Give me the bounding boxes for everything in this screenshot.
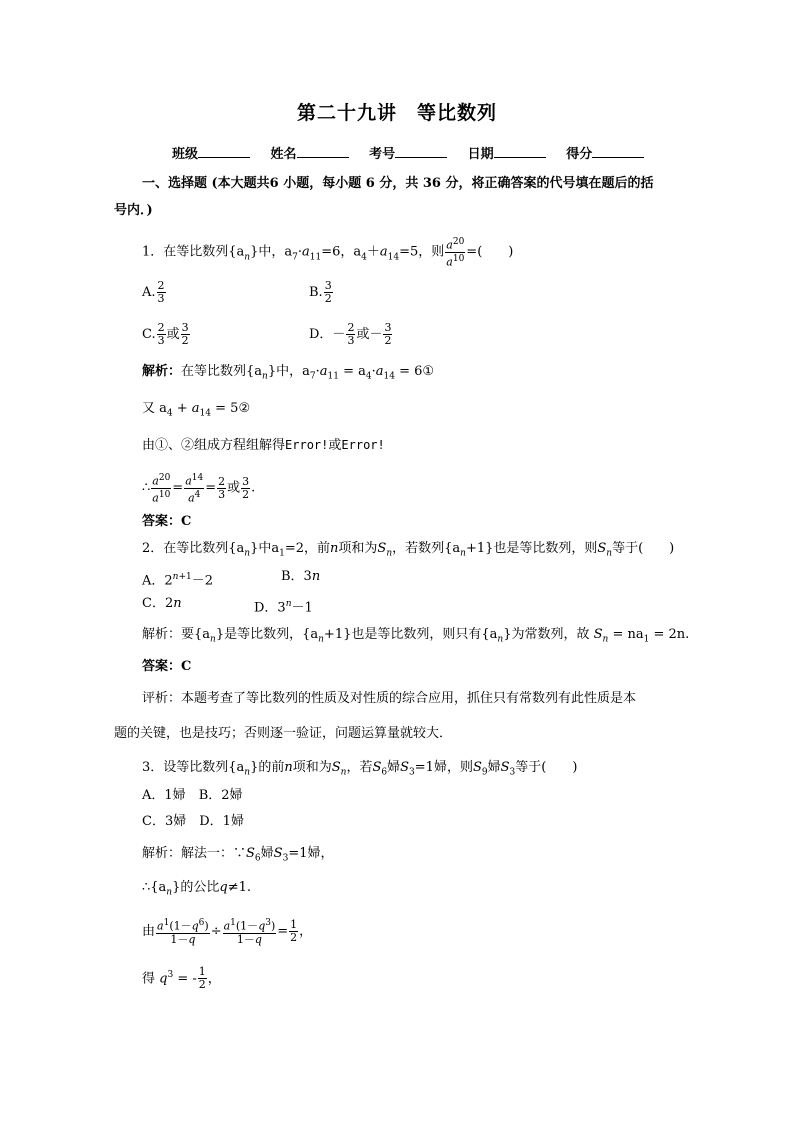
- text: 或: [328, 438, 342, 453]
- analysis-label: 解析：: [142, 364, 182, 379]
- q1-analysis-2: 又 $a_4 + a_{14}$ = 5②: [142, 401, 251, 419]
- fraction: $\frac{2}{3}$: [347, 321, 355, 347]
- page-title: 第二十九讲 等比数列: [296, 102, 497, 124]
- text: =( ): [466, 244, 514, 260]
- fraction: $\frac{1}{2}$: [290, 917, 298, 944]
- text: =1: [288, 846, 308, 861]
- fraction: $\frac{2}{3}$: [218, 474, 226, 501]
- info-name: [271, 143, 349, 162]
- option-label: D．3: [254, 600, 286, 616]
- text: 婦: [387, 760, 401, 775]
- info-label: 得分: [566, 147, 593, 162]
- text: 婦: [307, 846, 321, 861]
- option-label: B．3: [281, 569, 312, 584]
- option-label: A．1: [142, 788, 173, 803]
- option-label: C．2: [142, 596, 174, 611]
- text: +1}也是等比数列，则只有{a: [323, 627, 498, 642]
- fraction: $\frac{2}{3}$: [157, 321, 165, 347]
- q3-analysis-3: 由 $\frac{a^1(1-q^6)}{1-q}$ ÷ $\frac{a^1(1-q^3)}{1-q}$ = $\frac{1}{2}$ ，: [142, 917, 313, 946]
- text: 得: [142, 971, 156, 987]
- fraction: $\frac{3}{2}$: [384, 321, 392, 347]
- q1-answer: 答案：C: [142, 514, 192, 529]
- q3-analysis-4: 得 $q^3$ = - $\frac{1}{2}$ ，: [142, 965, 221, 992]
- text: ，: [320, 846, 334, 861]
- q1-option-b: [309, 280, 334, 305]
- text: = 6①: [394, 364, 435, 379]
- q1-option-c: [142, 322, 191, 347]
- student-info-row: [172, 143, 660, 162]
- text: 由: [142, 923, 156, 939]
- text: = 2n.: [649, 627, 690, 642]
- blank-line: [395, 145, 447, 158]
- text: = a: [338, 364, 366, 379]
- text: 或: [227, 480, 241, 496]
- text: =1: [414, 760, 434, 775]
- q2-comment-1: 评析：本题考查了等比数列的性质及对性质的综合应用，抓住只有常数列有此性质是本: [142, 691, 637, 706]
- text: ，: [207, 971, 221, 987]
- text: = 5②: [211, 401, 251, 416]
- option-label: D．1: [186, 814, 231, 829]
- text: 解析：要{a: [142, 627, 211, 642]
- q2-comment-2: 题的关键，也是技巧；否则逐一验证，问题运算量就较大．: [114, 726, 453, 741]
- q2-analysis: 解析：要$\{a_n\}$是等比数列，$\{a_n+1\}$也是等比数列，则只有$\{a_n\}$为常数列，故 $S_n = na_1 = 2n$.: [142, 627, 690, 645]
- text: 解析：解法一：∵: [142, 846, 247, 861]
- info-label: 日期: [467, 147, 494, 162]
- text: 3．设等比数列{a: [142, 760, 245, 775]
- text: 项和为: [292, 760, 332, 775]
- option-label: B．2: [185, 788, 230, 803]
- text: }的公比: [172, 880, 220, 895]
- q1-analysis-1: 解析：在等比数列$\{a_n\}$中，$a_7\cdot a_{11} = a_4\cdot a_{14}$ = 6①: [142, 364, 435, 382]
- error-text: Error!: [285, 438, 329, 452]
- fraction: $\frac{2}{3}$: [157, 279, 165, 305]
- fraction: $\frac{3}{2}$: [181, 321, 189, 347]
- q3-analysis-2: $\therefore\{a_n\}$的公比q≠1.: [142, 880, 251, 898]
- option-label: D．－: [309, 327, 346, 342]
- info-exam-no: [369, 143, 447, 162]
- therefore-symbol: ∴: [142, 480, 151, 496]
- text: 婦: [433, 760, 447, 775]
- text: =: [277, 923, 289, 939]
- section-heading-line2: 号内．): [114, 203, 153, 218]
- q3-stem: 3．设等比数列$\{a_n\}$的前n项和为$S_n$，若$S_6$婦$S_3=1$婦，则$S_9$婦$S_3$等于( ): [142, 760, 578, 778]
- text: ∴{a: [142, 880, 167, 895]
- option-label: A．2: [142, 573, 173, 589]
- option-label: C.: [142, 327, 156, 342]
- info-date: [468, 143, 546, 162]
- fraction: $\frac{a^1(1-q^3)}{1-q}$: [223, 918, 276, 946]
- text: ，若: [346, 760, 373, 775]
- info-label: 考号: [369, 147, 396, 162]
- text: 又 a: [142, 401, 167, 416]
- blank-line: [297, 145, 349, 158]
- text: = na: [608, 627, 644, 642]
- text: 2．在等比数列{a: [142, 541, 245, 556]
- fraction: $\frac{3}{2}$: [324, 279, 332, 305]
- text: 婦: [260, 846, 274, 861]
- blank-line: [494, 145, 546, 158]
- q2-option-a: A．$2^{n+1}-2$: [142, 572, 214, 589]
- text: 或－: [356, 327, 383, 342]
- text: +1}也是等比数列，则: [465, 541, 598, 556]
- q1-option-a: [142, 280, 167, 305]
- section-heading-line1: 一、选择题 (本大题共6 小题，每小题 6 分，共 36 分，将正确答案的代号填在题后的括: [142, 176, 654, 191]
- q2-option-b: B．3n: [281, 569, 321, 584]
- fraction: $\frac{a^1(1-q^6)}{1-q}$: [157, 918, 209, 946]
- fraction: $\frac{1}{2}$: [198, 965, 206, 992]
- blank-line: [198, 145, 250, 158]
- q1-option-d: [309, 322, 393, 347]
- text: 或: [166, 327, 180, 342]
- text: }是等比数列，{a: [215, 627, 319, 642]
- text: 等于( ): [515, 760, 578, 775]
- q2-stem: 2．在等比数列$\{a_n\}$中$a_1=2$，前n项和为$S_n$，若数列$\{a_n+1\}$也是等比数列，则$S_n$等于( ): [142, 541, 675, 559]
- text: －2: [191, 573, 214, 589]
- q1-analysis-3: [142, 435, 385, 456]
- q3-options-cd: [142, 812, 244, 832]
- text: =2，前: [284, 541, 331, 556]
- q3-analysis-1: 解析：解法一：$\because S_6$婦$S_3=1$婦，: [142, 846, 334, 864]
- q1-stem: 1．在等比数列$\{a_n\}$中，$a_7\cdot a_{11}=6$，$a_4+a_{14}=5$，则 $\frac{a^{20}}{a^{10}}$ =( ): [142, 237, 514, 269]
- text: }为常数列，故: [503, 627, 590, 642]
- fraction: $\frac{3}{2}$: [242, 474, 250, 501]
- option-label: B.: [309, 285, 323, 300]
- info-label: 姓名: [270, 147, 297, 162]
- text: =5，则: [399, 244, 445, 260]
- text: ，则: [446, 760, 473, 775]
- option-label: A.: [142, 285, 156, 300]
- text: 婦: [173, 814, 187, 829]
- text: 婦: [229, 788, 243, 803]
- text: 由①、②组成方程组解得: [142, 438, 286, 453]
- text: ，: [299, 923, 313, 939]
- text: 婦: [230, 814, 244, 829]
- text: }中，a: [267, 364, 310, 379]
- text: }中，a: [250, 244, 293, 260]
- text: 等于( ): [612, 541, 675, 556]
- fraction: $\frac{a^{20}}{a^{10}}$: [152, 473, 171, 505]
- q3-options-ab: [142, 786, 243, 806]
- info-label: 班级: [172, 147, 199, 162]
- text: 婦: [172, 788, 186, 803]
- text: 婦: [487, 760, 501, 775]
- text: = -: [177, 971, 197, 987]
- text: －1: [291, 600, 313, 616]
- fraction: $\frac{a^{14}}{a^4}$: [185, 473, 204, 505]
- text: 项和为: [338, 541, 378, 556]
- info-score: [566, 143, 644, 162]
- text: 在等比数列{a: [181, 364, 263, 379]
- option-label: C．3: [142, 814, 174, 829]
- error-text: Error!: [341, 438, 385, 452]
- blank-line: [592, 145, 644, 158]
- q2-answer: 答案：C: [142, 659, 192, 674]
- text: ≠1.: [227, 880, 251, 895]
- info-class: [172, 143, 250, 162]
- text: 1．在等比数列{a: [142, 244, 245, 260]
- q2-option-d: D．$3^n-1$: [254, 599, 313, 616]
- text: =6，a: [321, 244, 362, 260]
- text: ，若数列{a: [392, 541, 461, 556]
- fraction: $\frac{a^{20}}{a^{10}}$: [446, 237, 465, 269]
- text: }中a: [250, 541, 280, 556]
- text: }的前: [250, 760, 285, 775]
- q2-option-c: C．2n: [142, 596, 182, 611]
- q1-analysis-4: ∴ $\frac{a^{20}}{a^{10}}$ = $\frac{a^{14}}{a^4}$ = $\frac{2}{3}$ 或 $\frac{3}{2}$ .: [142, 473, 256, 505]
